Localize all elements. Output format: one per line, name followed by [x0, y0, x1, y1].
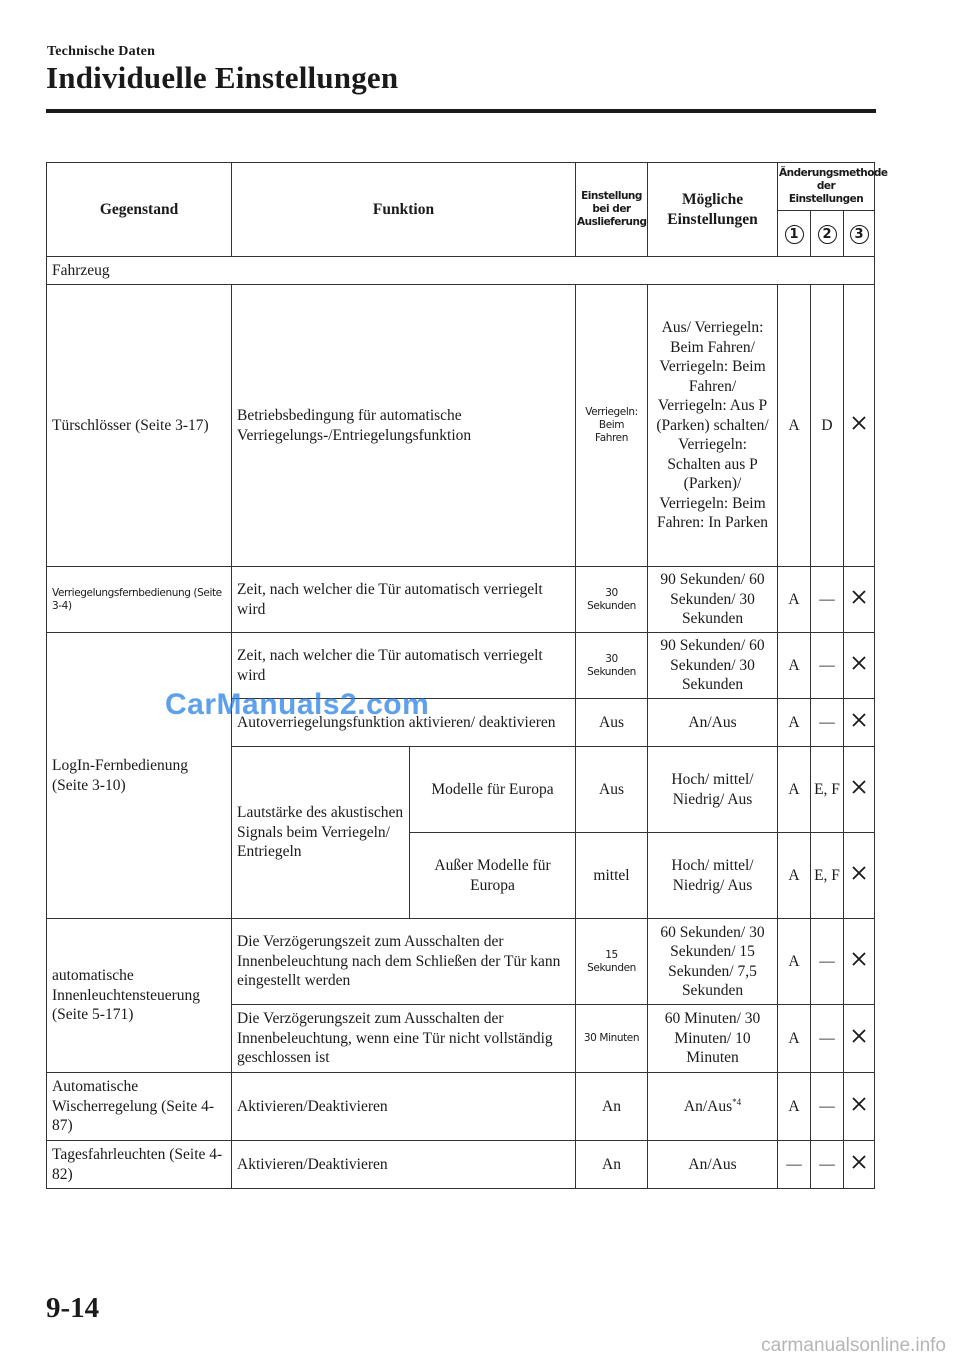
row-method-3	[844, 1141, 875, 1189]
row-function: Aktivieren/Deaktivieren	[232, 1073, 576, 1141]
row-method-3	[844, 633, 875, 699]
row-possible: Hoch/ mittel/ Niedrig/ Aus	[648, 833, 778, 919]
row-default: Aus	[576, 747, 648, 833]
header-method-2	[811, 211, 844, 257]
table-row	[47, 1073, 875, 1141]
cross-icon	[851, 951, 867, 967]
cross-icon	[851, 865, 867, 881]
circled-1-icon: 1	[785, 225, 804, 244]
row-possible: Aus/ Verriegeln: Beim Fahren/ Verriegeln: Beim Fahren/ Verriegeln: Aus P (Parken) schalten/ Verriegeln: Schalten aus P (Parken)/ Verriegeln: Beim Fahren: In Parken	[648, 285, 778, 567]
row-method-2: —	[811, 699, 844, 747]
row-method-2: E, F	[811, 833, 844, 919]
footnote-marker: *4	[732, 1096, 742, 1107]
row-method-1: A	[778, 699, 811, 747]
cross-icon	[851, 1154, 867, 1170]
row-method-3	[844, 833, 875, 919]
settings-table	[46, 162, 888, 1189]
group-row	[47, 257, 875, 285]
row-item: Verriegelungsfernbedienung (Seite 3-4)	[47, 567, 232, 633]
row-method-2: D	[811, 285, 844, 567]
watermark-logo: CarManuals2.com	[165, 688, 430, 721]
row-method-2: —	[811, 567, 844, 633]
row-possible: 90 Sekunden/ 60 Sekunden/ 30 Sekunden	[648, 567, 778, 633]
table-row	[47, 1141, 875, 1189]
circled-2-icon: 2	[818, 225, 837, 244]
group-label: Fahrzeug	[47, 257, 875, 285]
header-possible: Mögliche Einstellungen	[648, 163, 778, 257]
cross-icon	[851, 415, 867, 431]
row-method-1: A	[778, 919, 811, 1005]
row-method-3	[844, 919, 875, 1005]
row-possible: An/Aus	[648, 1141, 778, 1189]
possible-value: An/Aus	[683, 1097, 733, 1115]
row-possible: An/Aus	[648, 699, 778, 747]
row-function: Die Verzögerungszeit zum Ausschalten der Innenbeleuchtung nach dem Schließen der Tür kann eingestellt werden	[232, 919, 576, 1005]
cross-icon	[851, 1096, 867, 1112]
row-method-2: —	[811, 1005, 844, 1073]
header-method-1	[778, 211, 811, 257]
header-method-3	[844, 211, 875, 257]
row-function: Lautstärke des akustischen Signals beim Verriegeln/ Entriegeln	[232, 747, 410, 919]
row-method-1: A	[778, 285, 811, 567]
row-method-3	[844, 567, 875, 633]
row-default: An	[576, 1141, 648, 1189]
row-function: Autoverriegelungsfunktion aktivieren/ deaktivieren	[232, 699, 576, 747]
row-method-1: A	[778, 833, 811, 919]
row-default: mittel	[576, 833, 648, 919]
row-method-1: A	[778, 567, 811, 633]
footer-watermark: carmanualsonline.info	[761, 1335, 946, 1356]
circled-3-icon: 3	[850, 225, 869, 244]
row-item: Automatische Wischerregelung (Seite 4-87)	[47, 1073, 232, 1141]
row-function: Betriebsbedingung für automatische Verriegelungs-/Entriegelungsfunktion	[232, 285, 576, 567]
page-number: 9-14	[46, 1292, 100, 1324]
table-row	[47, 567, 875, 633]
row-default: Verriegeln: Beim Fahren	[576, 285, 648, 567]
cross-icon	[851, 779, 867, 795]
row-method-2: E, F	[811, 747, 844, 833]
cross-icon	[851, 589, 867, 605]
cross-icon	[851, 712, 867, 728]
row-method-1: A	[778, 1005, 811, 1073]
table-row	[47, 919, 875, 1005]
table-header-row	[47, 163, 875, 211]
row-method-2: —	[811, 633, 844, 699]
row-function: Zeit, nach welcher die Tür automatisch verriegelt wird	[232, 633, 576, 699]
row-function: Zeit, nach welcher die Tür automatisch verriegelt wird	[232, 567, 576, 633]
table-row	[47, 285, 875, 567]
row-method-3	[844, 1005, 875, 1073]
row-default: 30 Sekunden	[576, 567, 648, 633]
row-method-3	[844, 285, 875, 567]
row-default: An	[576, 1073, 648, 1141]
row-item: Türschlösser (Seite 3-17)	[47, 285, 232, 567]
row-method-3	[844, 747, 875, 833]
page-title: Individuelle Einstellungen	[46, 60, 399, 95]
row-method-3	[844, 699, 875, 747]
row-method-3	[844, 1073, 875, 1141]
row-default: 15 Sekunden	[576, 919, 648, 1005]
row-function: Aktivieren/Deaktivieren	[232, 1141, 576, 1189]
row-method-2: —	[811, 1073, 844, 1141]
row-method-1: A	[778, 1073, 811, 1141]
cross-icon	[851, 655, 867, 671]
row-default: 30 Sekunden	[576, 633, 648, 699]
header-method: Änderungsmethode der Einstellungen	[778, 163, 875, 211]
row-method-2: —	[811, 1141, 844, 1189]
row-item: automatische Innenleuchtensteuerung (Seite 5-171)	[47, 919, 232, 1073]
row-possible: 60 Sekunden/ 30 Sekunden/ 15 Sekunden/ 7,5 Sekunden	[648, 919, 778, 1005]
row-item: LogIn-Fernbedienung (Seite 3-10)	[47, 633, 232, 919]
row-function: Die Verzögerungszeit zum Ausschalten der Innenbeleuchtung, wenn eine Tür nicht vollständig geschlossen ist	[232, 1005, 576, 1073]
section-label: Technische Daten	[47, 44, 156, 59]
row-subfunction: Außer Modelle für Europa	[410, 833, 576, 919]
row-default: Aus	[576, 699, 648, 747]
header-item: Gegenstand	[47, 163, 232, 257]
row-method-1: —	[778, 1141, 811, 1189]
row-default: 30 Minuten	[576, 1005, 648, 1073]
header-function: Funktion	[232, 163, 576, 257]
row-possible: 60 Minuten/ 30 Minuten/ 10 Minuten	[648, 1005, 778, 1073]
row-subfunction: Modelle für Europa	[410, 747, 576, 833]
title-divider	[46, 109, 876, 113]
row-possible: Hoch/ mittel/ Niedrig/ Aus	[648, 747, 778, 833]
row-method-2: —	[811, 919, 844, 1005]
row-item: Tagesfahrleuchten (Seite 4-82)	[47, 1141, 232, 1189]
header-default: Einstellung bei der Auslieferung	[576, 163, 648, 257]
row-possible: 90 Sekunden/ 60 Sekunden/ 30 Sekunden	[648, 633, 778, 699]
cross-icon	[851, 1028, 867, 1044]
row-method-1: A	[778, 633, 811, 699]
row-method-1: A	[778, 747, 811, 833]
row-possible	[648, 1073, 778, 1141]
